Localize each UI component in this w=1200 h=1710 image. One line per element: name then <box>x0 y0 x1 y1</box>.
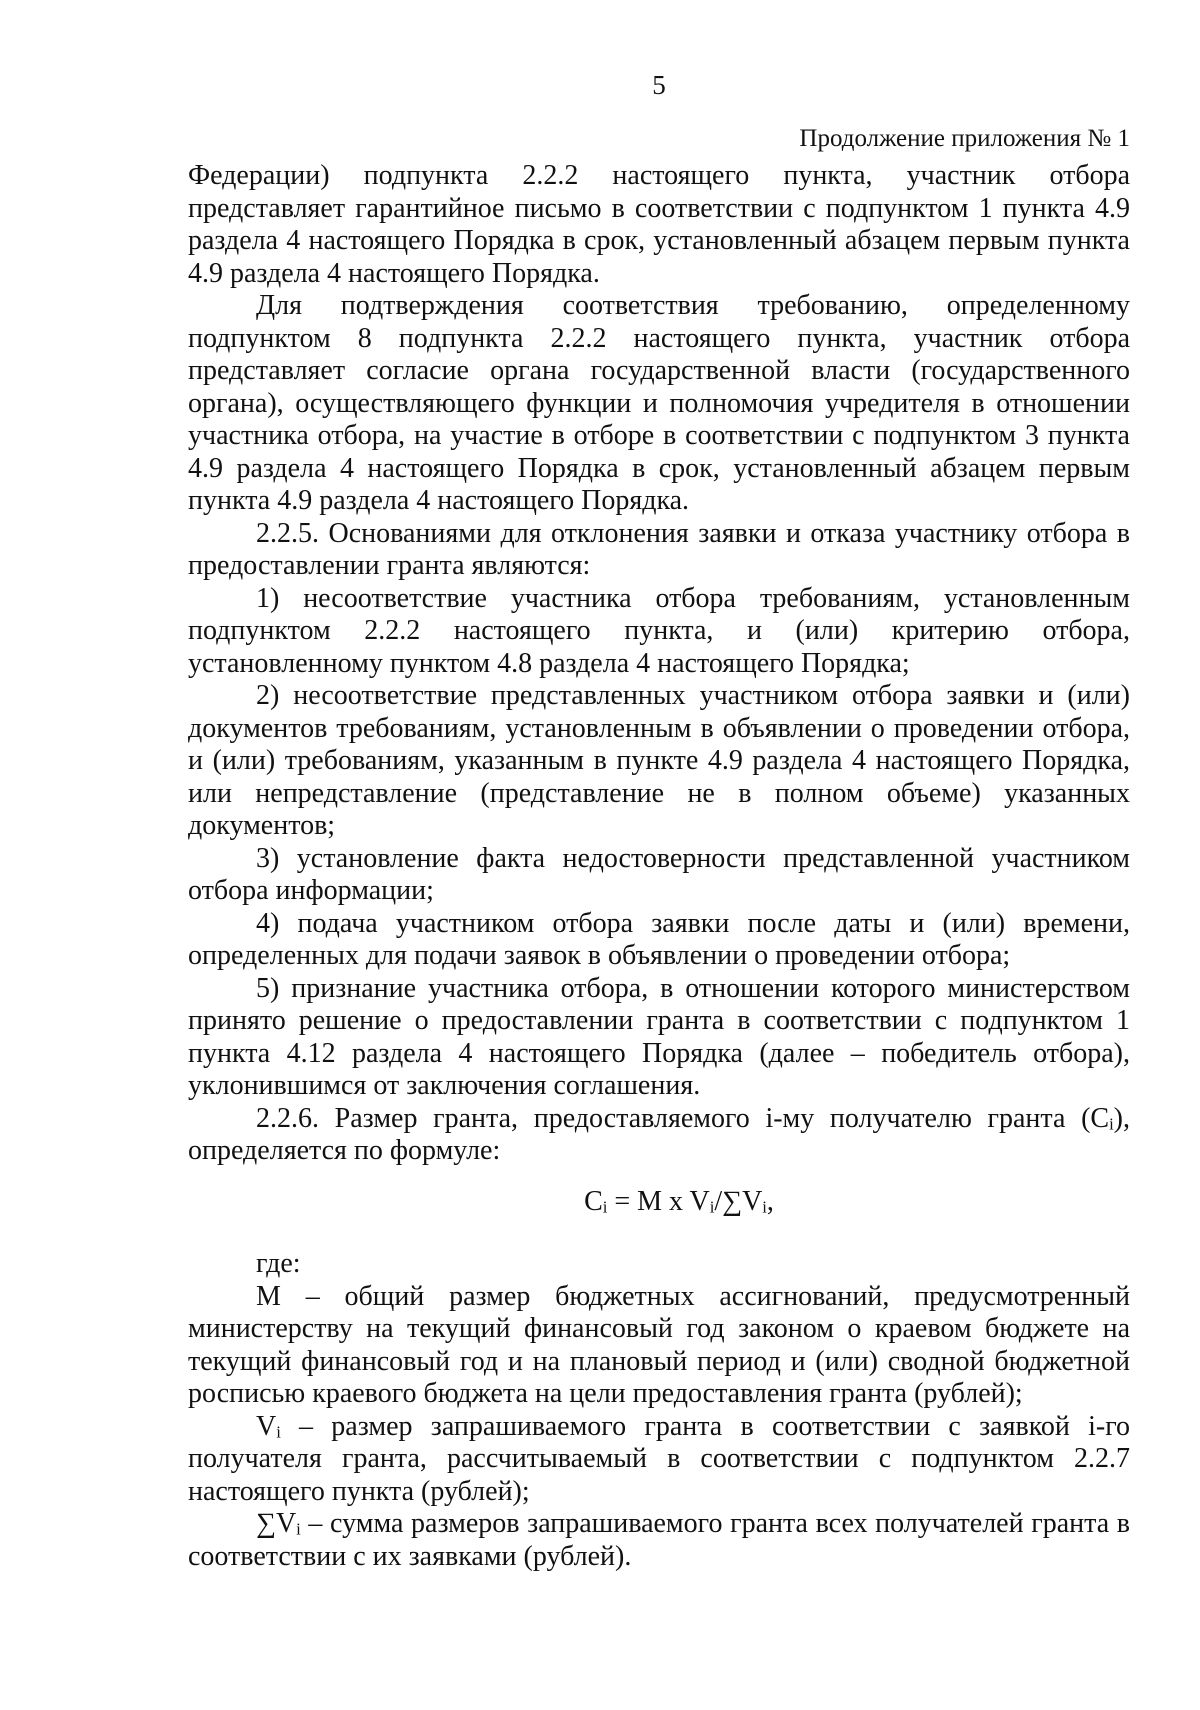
list-item-reason-3: 3) установление факта недостоверности представленной участником отбора информации; <box>188 842 1130 906</box>
paragraph-federation-continuation: Федерации) подпункта 2.2.2 настоящего пункта, участник отбора представляет гарантийное письмо в соответствии с подпунктом 1 пункта 4.9 раздела 4 настоящего Порядка в срок, установленный абзацем первым пункта 4.9 раздела 4 настоящего Порядка. <box>188 160 1130 289</box>
page-number: 5 <box>652 70 666 100</box>
paragraph-2-2-5-heading: 2.2.5. Основаниями для отклонения заявки и отказа участнику отбора в предоставлении гранта являются: <box>188 517 1130 581</box>
paragraph-2-2-6-heading: 2.2.6. Размер гранта, предоставляемого i-му получателю гранта (Cᵢ), определяется по формуле: <box>188 1102 1130 1166</box>
where-label: где: <box>256 1248 301 1279</box>
list-item-reason-5: 5) признание участника отбора, в отношении которого министерством принято решение о предоставлении гранта в соответствии с подпунктом 1 пункта 4.12 раздела 4 настоящего Порядка (далее – победитель отбора), уклонившимся от заключения соглашения. <box>188 972 1130 1101</box>
definition-vi: Vᵢ – размер запрашиваемого гранта в соответствии с заявкой i-го получателя гранта, рассчитываемый в соответствии с подпунктом 2.2.7 настоящего пункта (рублей); <box>188 1410 1130 1507</box>
list-item-reason-4: 4) подача участником отбора заявки после даты и (или) времени, определенных для подачи заявок в объявлении о проведении отбора; <box>188 907 1130 971</box>
paragraph-consent-requirement: Для подтверждения соответствия требованию, определенному подпунктом 8 подпункта 2.2.2 настоящего пункта, участник отбора представляет согласие органа государственной власти (государственного органа), осуществляющего функции и полномочия учредителя в отношении участника отбора, на участие в отборе в соответствии с подпунктом 3 пункта 4.9 раздела 4 настоящего Порядка в срок, установленный абзацем первым пункта 4.9 раздела 4 настоящего Порядка. <box>188 290 1130 516</box>
appendix-continuation-label: Продолжение приложения № 1 <box>799 125 1130 152</box>
list-item-reason-1: 1) несоответствие участника отбора требованиям, установленным подпунктом 2.2.2 настоящего пункта, и (или) критерию отбора, установленному пунктом 4.8 раздела 4 настоящего Порядка; <box>188 582 1130 679</box>
list-item-reason-2: 2) несоответствие представленных участником отбора заявки и (или) документов требованиям, установленным в объявлении о проведении отбора, и (или) требованиям, указанным в пункте 4.9 раздела 4 настоящего Порядка, или непредставление (представление не в полном объеме) указанных документов; <box>188 680 1130 841</box>
document-body <box>188 160 1130 1573</box>
definition-sum-vi: ∑Vᵢ – сумма размеров запрашиваемого гранта всех получателей гранта в соответствии с их заявками (рублей). <box>188 1508 1130 1572</box>
definition-m: M – общий размер бюджетных ассигнований, предусмотренный министерству на текущий финансовый год законом о краевом бюджете на текущий финансовый год и на плановый период и (или) сводной бюджетной росписью краевого бюджета на цели предоставления гранта (рублей); <box>188 1280 1130 1409</box>
grant-formula: Cᵢ = M x Vᵢ/∑Vᵢ, <box>584 1185 774 1217</box>
